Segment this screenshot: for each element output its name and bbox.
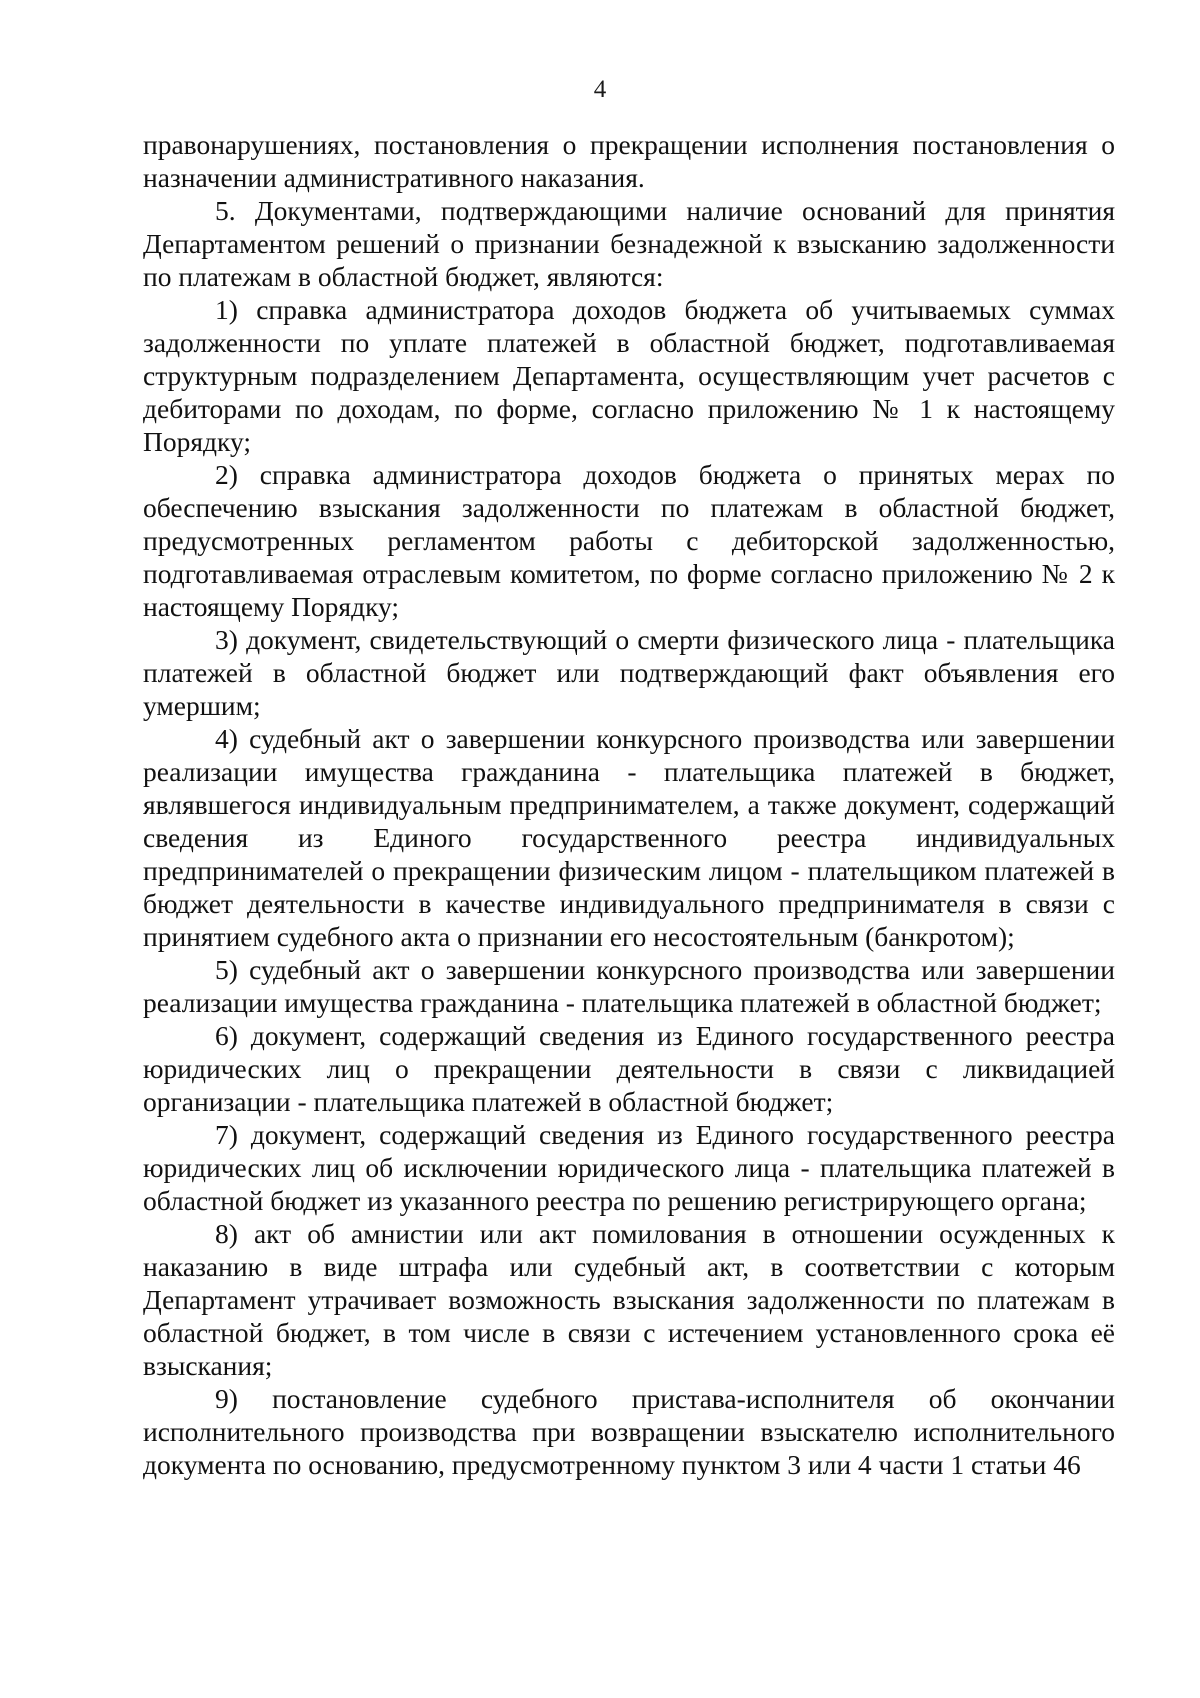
paragraph-item-3: 3) документ, свидетельствующий о смерти физического лица - плательщика платежей в областной бюджет или подтверждающий факт объявления его умершим; [143, 624, 1115, 721]
paragraph-continuation: правонарушениях, постановления о прекращении исполнения постановления о назначении административного наказания. [143, 129, 1115, 193]
paragraph-item-1: 1) справка администратора доходов бюджета об учитываемых суммах задолженности по уплате платежей в областной бюджет, подготавливаемая структурным подразделением Департамента, осуществляющим учет расчетов с дебиторами по доходам, по форме, согласно приложению № 1 к настоящему Порядку; [143, 294, 1115, 457]
paragraph-item-4: 4) судебный акт о завершении конкурсного производства или завершении реализации имущества гражданина - плательщика платежей в бюджет, являвшегося индивидуальным предпринимателем, а также документ, содержащий сведения из Единого государственного реестра индивидуальных предпринимателей о прекращении физическим лицом - плательщиком платежей в бюджет деятельности в качестве индивидуального предпринимателя в связи с принятием судебного акта о признании его несостоятельным (банкротом); [143, 723, 1115, 952]
paragraph-item-6: 6) документ, содержащий сведения из Единого государственного реестра юридических лиц о прекращении деятельности в связи с ликвидацией организации - плательщика платежей в областной бюджет; [143, 1020, 1115, 1117]
paragraph-clause-5: 5. Документами, подтверждающими наличие оснований для принятия Департаментом решений о признании безнадежной к взысканию задолженности по платежам в областной бюджет, являются: [143, 195, 1115, 292]
paragraph-item-2: 2) справка администратора доходов бюджета о принятых мерах по обеспечению взыскания задолженности по платежам в областной бюджет, предусмотренных регламентом работы с дебиторской задолженностью, подготавливаемая отраслевым комитетом, по форме согласно приложению № 2 к настоящему Порядку; [143, 459, 1115, 622]
paragraph-item-7: 7) документ, содержащий сведения из Единого государственного реестра юридических лиц об исключении юридического лица - плательщика платежей в областной бюджет из указанного реестра по решению регистрирующего органа; [143, 1119, 1115, 1216]
page-number: 4 [593, 76, 607, 103]
paragraph-item-5: 5) судебный акт о завершении конкурсного производства или завершении реализации имущества гражданина - плательщика платежей в областной бюджет; [143, 954, 1115, 1018]
paragraph-item-9: 9) постановление судебного пристава-исполнителя об окончании исполнительного производства при возвращении взыскателю исполнительного документа по основанию, предусмотренному пунктом 3 или 4 части 1 статьи 46 [143, 1383, 1115, 1480]
paragraph-item-8: 8) акт об амнистии или акт помилования в отношении осужденных к наказанию в виде штрафа или судебный акт, в соответствии с которым Департамент утрачивает возможность взыскания задолженности по платежам в областной бюджет, в том числе в связи с истечением установленного срока её взыскания; [143, 1218, 1115, 1381]
document-body [143, 128, 1115, 1481]
